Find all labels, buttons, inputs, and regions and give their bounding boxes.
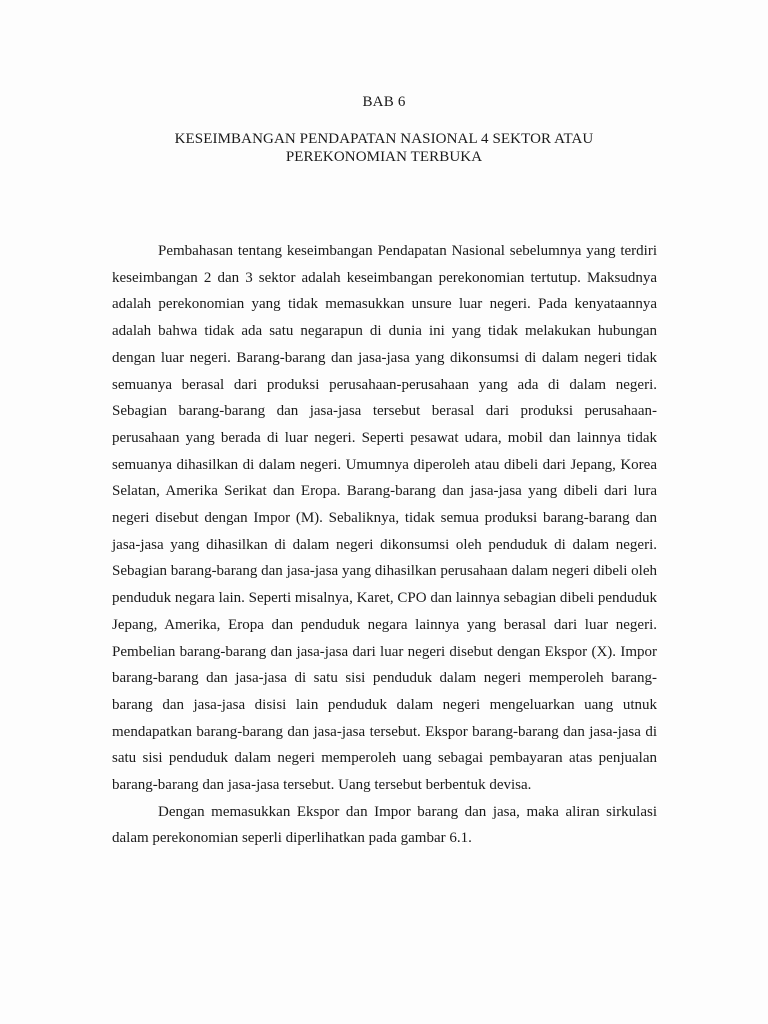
paragraph-1: Pembahasan tentang keseimbangan Pendapatan Nasional sebelumnya yang terdiri keseimbangan 2 dan 3 sektor adalah keseimbangan perekonomian tertutup. Maksudnya adalah perekonomian yang tidak memasukkan unsure luar negeri. Pada kenyataannya adalah bahwa tidak ada satu negarapun di dunia ini yang tidak melakukan hubungan dengan luar negeri. Barang-barang dan jasa-jasa yang dikonsumsi di dalam negeri tidak semuanya berasal dari produksi perusahaan-perusahaan yang ada di dalam negeri. Sebagian barang-barang dan jasa-jasa tersebut berasal dari produksi perusahaan-perusahaan yang berada di luar negeri. Seperti pesawat udara, mobil dan lainnya tidak semuanya dihasilkan di dalam negeri. Umumnya diperoleh atau dibeli dari Jepang, Korea Selatan, Amerika Serikat dan Eropa. Barang-barang dan jasa-jasa yang dibeli dari lura negeri disebut dengan Impor (M). Sebaliknya, tidak semua produksi barang-barang dan jasa-jasa yang dihasilkan di dalam negeri dikonsumsi oleh penduduk di dalam negeri. Sebagian barang-barang dan jasa-jasa yang dihasilkan perusahaan dalam negeri dibeli oleh penduduk negara lain. Seperti misalnya, Karet, CPO dan lainnya sebagian dibeli penduduk Jepang, Amerika, Eropa dan penduduk negara lainnya yang berasal dari luar negeri. Pembelian barang-barang dan jasa-jasa dari luar negeri disebut dengan Ekspor (X). Impor barang-barang dan jasa-jasa di satu sisi penduduk dalam negeri memperoleh barang-barang dan jasa-jasa disisi lain penduduk dalam negeri mengeluarkan uang utnuk mendapatkan barang-barang dan jasa-jasa tersebut. Ekspor barang-barang dan jasa-jasa di satu sisi penduduk dalam negeri memperoleh uang sebagai pembayaran atas penjualan barang-barang dan jasa-jasa tersebut. Uang tersebut berbentuk devisa. bbox=[112, 243, 657, 794]
paragraph-2: Dengan memasukkan Ekspor dan Impor barang dan jasa, maka aliran sirkulasi dalam perekonomian seperli diperlihatkan pada gambar 6.1. bbox=[112, 803, 657, 847]
chapter-heading: BAB 6 bbox=[362, 94, 406, 110]
body-text bbox=[112, 238, 657, 852]
chapter-title bbox=[120, 130, 648, 166]
chapter-title-line-1: KESEIMBANGAN PENDAPATAN NASIONAL 4 SEKTOR ATAU bbox=[174, 131, 594, 147]
chapter-title-line-2: PEREKONOMIAN TERBUKA bbox=[285, 149, 483, 165]
